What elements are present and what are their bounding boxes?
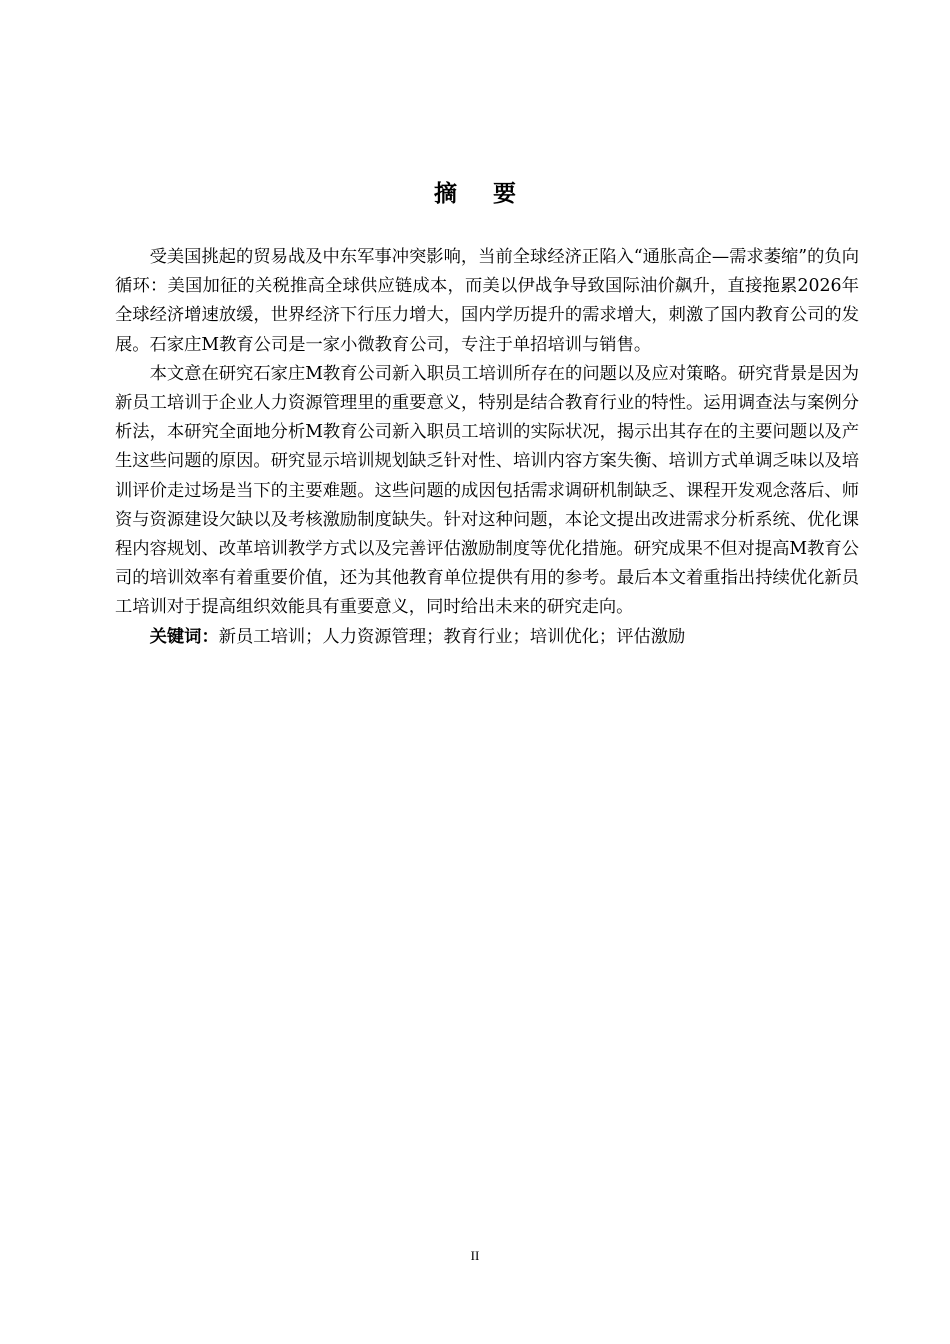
keywords-line [115,623,859,652]
abstract-title: 摘要 [434,181,552,207]
keywords-text: 新员工培训；人力资源管理；教育行业；培训优化；评估激励 [218,626,686,647]
keywords-label: 关键词： [149,626,219,647]
page-number: II [470,1248,480,1263]
abstract-paragraph-1: 受美国挑起的贸易战及中东军事冲突影响，当前全球经济正陷入“通胀高企—需求萎缩”的负向循环：美国加征的关税推高全球供应链成本，而美以伊战争导致国际油价飙升，直接拖累2026年全球经济增速放缓，世界经济下行压力增大，国内学历提升的需求增大，刺激了国内教育公司的发展。石家庄M教育公司是一家小微教育公司，专注于单招培训与销售。 [115,247,859,355]
abstract-paragraph-2: 本文意在研究石家庄M教育公司新入职员工培训所存在的问题以及应对策略。研究背景是因为新员工培训于企业人力资源管理里的重要意义，特别是结合教育行业的特性。运用调查法与案例分析法，本研究全面地分析M教育公司新入职员工培训的实际状况，揭示出其存在的主要问题以及产生这些问题的原因。研究显示培训规划缺乏针对性、培训内容方案失衡、培训方式单调乏味以及培训评价走过场是当下的主要难题。这些问题的成因包括需求调研机制缺乏、课程开发观念落后、师资与资源建设欠缺以及考核激励制度缺失。针对这种问题，本论文提出改进需求分析系统、优化课程内容规划、改革培训教学方式以及完善评估激励制度等优化措施。研究成果不但对提高M教育公司的培训效率有着重要价值，还为其他教育单位提供有用的参考。最后本文着重指出持续优化新员工培训对于提高组织效能具有重要意义，同时给出未来的研究走向。 [115,363,859,618]
abstract-body [115,243,859,652]
